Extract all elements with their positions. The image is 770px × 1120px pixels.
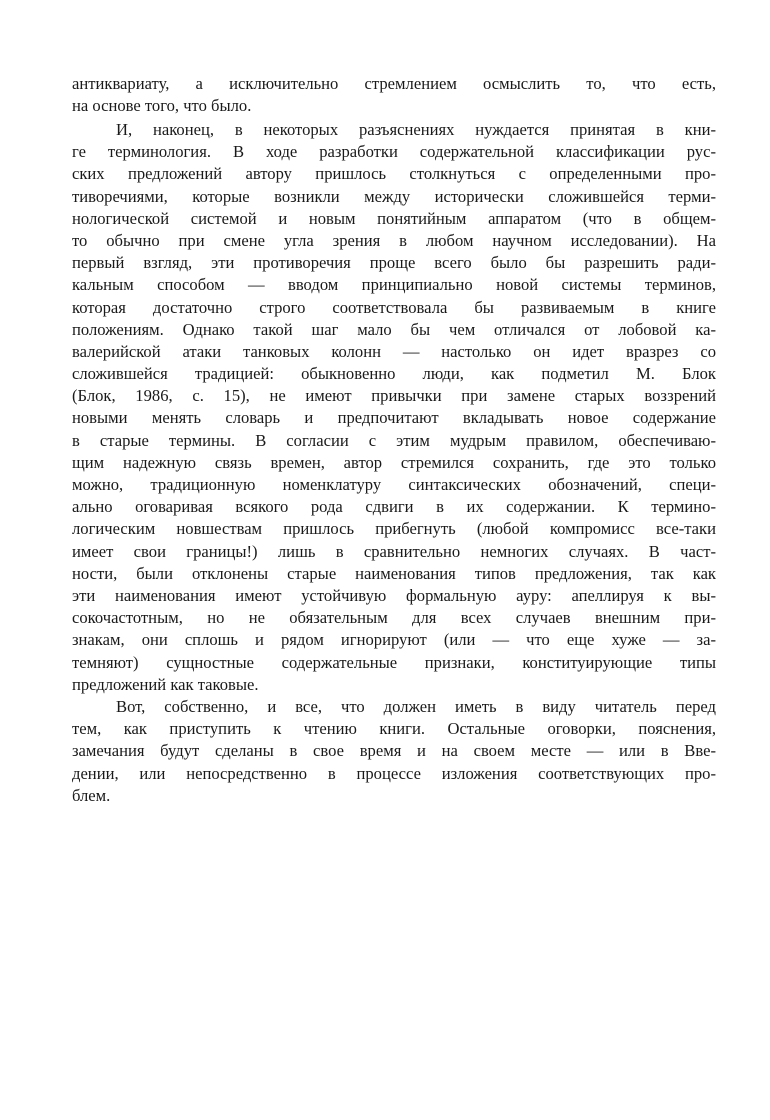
text-line: тем, как приступить к чтению книги. Остальные оговорки, пояснения, <box>72 719 716 739</box>
text-line: знакам, они сплошь и рядом игнорируют (или — что еще хуже — за- <box>72 630 716 650</box>
text-line: положениям. Однако такой шаг мало бы чем отличался от лобовой ка- <box>72 319 716 339</box>
text-line: (Блок, 1986, с. 15), не имеют привычки при замене старых воззрений <box>72 386 716 406</box>
text-line: эти наименования имеют устойчивую формальную ауру: апеллируя к вы- <box>72 585 716 605</box>
paragraph-continuation <box>72 73 716 117</box>
text-line: на основе того, что было. <box>72 96 252 116</box>
text-line: которая достаточно строго соответствовала бы развиваемым в книге <box>72 297 716 317</box>
text-line: предложений как таковые. <box>72 674 259 694</box>
text-line: тиворечиями, которые возникли между исторически сложившейся терми- <box>72 186 716 206</box>
text-line: антиквариату, а исключительно стремлением осмыслить то, что есть, <box>72 74 716 93</box>
text-line: валерийской атаки танковых колонн — настолько он идет вразрез со <box>72 341 716 361</box>
text-line: замечания будут сделаны в свое время и на своем месте — или в Вве- <box>72 741 716 761</box>
text-line: имеет свои границы!) лишь в сравнительно немногих случаях. В част- <box>72 541 716 561</box>
text-line: ге терминология. В ходе разработки содержательной классификации рус- <box>72 142 716 162</box>
text-line: ности, были отклонены старые наименования типов предложения, так как <box>72 563 716 583</box>
text-line: щим надежную связь времен, автор стремился сохранить, где это только <box>72 452 716 472</box>
text-line: в старые термины. В согласии с этим мудрым правилом, обеспечиваю- <box>72 430 716 450</box>
text-line: ских предложений автору пришлось столкнуться с определенными про- <box>72 164 716 184</box>
paragraph-closing <box>72 696 716 807</box>
text-line: дении, или непосредственно в процессе изложения соответствующих про- <box>72 763 716 783</box>
text-line: первый взгляд, эти противоречия проще всего было бы разрешить ради- <box>72 253 716 273</box>
text-line: И, наконец, в некоторых разъяснениях нуждается принятая в кни- <box>116 120 716 139</box>
paragraph-terminology <box>72 119 716 696</box>
text-line: блем. <box>72 785 111 805</box>
text-line: логическим новшествам пришлось прибегнуть (любой компромисс все-таки <box>72 519 716 539</box>
text-line: ально оговаривая всякого рода сдвиги в их содержании. К термино- <box>72 497 716 517</box>
text-line: кальным способом — вводом принципиально новой системы терминов, <box>72 275 716 295</box>
text-line: новыми менять словарь и предпочитают вкладывать новое содержание <box>72 408 716 428</box>
text-line: то обычно при смене угла зрения в любом научном исследовании). На <box>72 230 716 250</box>
text-line: сокочастотным, но не обязательным для всех случаев внешним при- <box>72 608 716 628</box>
text-line: темняют) сущностные содержательные признаки, конституирующие типы <box>72 652 716 672</box>
text-line: можно, традиционную номенклатуру синтаксических обозначений, специ- <box>72 475 716 494</box>
text-line: сложившейся традицией: обыкновенно люди, как подметил М. Блок <box>72 364 716 384</box>
text-line: Вот, собственно, и все, что должен иметь в виду читатель перед <box>116 697 716 716</box>
text-line: нологической системой и новым понятийным аппаратом (что в общем- <box>72 208 716 228</box>
